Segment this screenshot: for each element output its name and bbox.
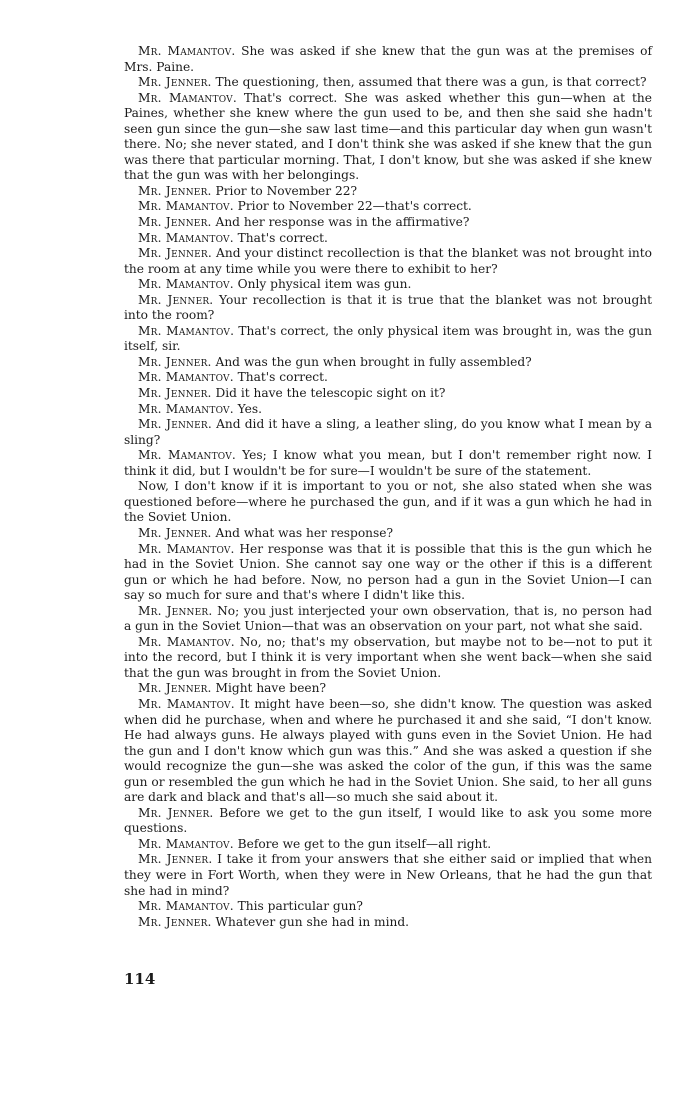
paragraph-text: It might have been—so, she didn't know. The question was asked when did he purchase, when and where he purchased it and she said, “I don't know. He had always guns. He always played with guns even in the Soviet Union. He had the gun and I don't know which gun was this.” And she was asked a question if she would recognize the gun—she was asked the color of the gun, if this was the same gun or resembled the gun which he had in the Soviet Union. She said, to her all guns are dark and black and that's all—so much she said about it. [124,696,652,805]
speaker-name: Mr. Jenner. [138,852,213,867]
paragraph-text: Before we get to the gun itself—all right. [237,836,492,851]
page-number: 114 [124,970,156,988]
paragraph-text: Prior to November 22? [215,183,357,198]
paragraph-text: That's correct. [237,370,328,385]
paragraph-text: Now, I don't know if it is important to you or not, she also stated when she was questioned before—where he purchased the gun, and if it was a gun which he had in the Soviet Union. [124,479,652,525]
paragraph-text: And what was her response? [215,525,394,540]
paragraph [124,526,652,542]
speaker-name: Mr. Mamantov. [138,199,234,214]
paragraph-text: No; you just interjected your own observation, that is, no person had a gun in the Soviet Union—that was an observation on your part, not what she said. [124,603,653,634]
speaker-name: Mr. Mamantov. [138,541,235,556]
paragraph [124,386,652,402]
paragraph [124,215,652,231]
speaker-name: Mr. Mamantov. [138,230,234,245]
paragraph-text: That's correct. [237,230,328,245]
paragraph-text: Prior to November 22—that's correct. [237,199,472,214]
paragraph-text: Before we get to the gun itself, I would like to ask you some more questions. [124,805,653,836]
paragraph-text: Did it have the telescopic sight on it? [215,386,446,401]
paragraph [124,370,652,386]
paragraph [124,915,652,931]
speaker-name: Mr. Mamantov. [138,277,234,292]
paragraph [124,184,652,200]
speaker-name: Mr. Mamantov. [138,370,234,385]
paragraph [124,604,652,635]
speaker-name: Mr. Mamantov. [138,634,235,649]
paragraph [124,293,652,324]
paragraph [124,231,652,247]
paragraph [124,806,652,837]
speaker-name: Mr. Jenner. [138,354,212,369]
speaker-name: Mr. Mamantov. [138,323,235,338]
paragraph-text: That's correct, the only physical item was brought in, was the gun itself, sir. [124,323,652,354]
paragraph-text: This particular gun? [237,899,363,914]
paragraph [124,246,652,277]
paragraph-text: And did it have a sling, a leather sling, do you know what I mean by a sling? [124,417,653,447]
speaker-name: Mr. Jenner. [138,246,212,261]
speaker-name: Mr. Mamantov. [138,90,237,105]
paragraph [124,681,652,697]
paragraph [124,75,652,91]
paragraph [124,448,652,479]
paragraph [124,479,652,526]
speaker-name: Mr. Jenner. [138,603,213,618]
paragraph [124,899,652,915]
paragraph-text: Yes; I know what you mean, but I don't remember right now. I think it did, but I wouldn't be for sure—I wouldn't be sure of the statement. [124,448,653,478]
speaker-name: Mr. Mamantov. [138,836,234,851]
paragraph-text: Your recollection is that it is true that the blanket was not brought into the room? [124,292,652,323]
speaker-name: Mr. Jenner. [138,183,212,198]
paragraph-text: Her response was that it is possible that this is the gun which he had in the Soviet Union. She cannot say one way or the other if this is a different gun or which he had before. Now, no person had a gun in the Soviet Union—I can say so much for sure and that's where I didn't like this. [124,541,653,603]
speaker-name: Mr. Mamantov. [138,696,235,711]
paragraph-text: That's correct. She was asked whether this gun—when at the Paines, whether she knew where the gun used to be, and then she said she hadn't seen gun since the gun—she saw last time—and this particular day when gun wasn't there. No; she never stated, and I don't think she was asked if she knew that the gun was there that particular morning. That, I don't know, but she was asked if she knew that the gun was with her belongings. [124,90,652,183]
transcript-body [124,44,652,930]
paragraph-text: Only physical item was gun. [237,277,412,292]
speaker-name: Mr. Jenner. [138,681,212,696]
paragraph-text: She was asked if she knew that the gun was at the premises of Mrs. Paine. [124,44,652,74]
paragraph [124,91,652,184]
paragraph [124,44,652,75]
speaker-name: Mr. Jenner. [138,417,212,432]
paragraph [124,355,652,371]
speaker-name: Mr. Mamantov. [138,44,236,58]
speaker-name: Mr. Mamantov. [138,899,234,914]
paragraph-text: The questioning, then, assumed that there was a gun, is that correct? [215,75,647,90]
paragraph [124,697,652,806]
paragraph-text: Might have been? [215,681,327,696]
paragraph [124,635,652,682]
paragraph [124,837,652,853]
speaker-name: Mr. Jenner. [138,75,212,90]
speaker-name: Mr. Jenner. [138,292,214,307]
speaker-name: Mr. Jenner. [138,215,212,230]
speaker-name: Mr. Jenner. [138,914,212,929]
speaker-name: Mr. Jenner. [138,386,212,401]
paragraph [124,402,652,418]
paragraph-text: I take it from your answers that she either said or implied that when they were in Fort Worth, when they were in New Orleans, that he had the gun that she had in mind? [124,852,652,898]
paragraph [124,542,652,604]
paragraph-text: And her response was in the affirmative? [215,215,470,230]
speaker-name: Mr. Jenner. [138,525,212,540]
paragraph-text: Whatever gun she had in mind. [215,914,410,929]
speaker-name: Mr. Mamantov. [138,448,237,463]
speaker-name: Mr. Jenner. [138,805,214,820]
paragraph [124,199,652,215]
paragraph [124,324,652,355]
paragraph [124,852,652,899]
paragraph-text: No, no; that's my observation, but maybe not to be—not to put it into the record, but I think it is very important when she went back—when she said that the gun was brought in from the Soviet Union. [124,634,652,680]
paragraph [124,417,652,448]
paragraph-text: Yes. [237,401,262,416]
paragraph-text: And your distinct recollection is that the blanket was not brought into the room at any time while you were there to exhibit to her? [124,246,652,276]
paragraph [124,277,652,293]
speaker-name: Mr. Mamantov. [138,401,234,416]
paragraph-text: And was the gun when brought in fully assembled? [215,354,532,369]
